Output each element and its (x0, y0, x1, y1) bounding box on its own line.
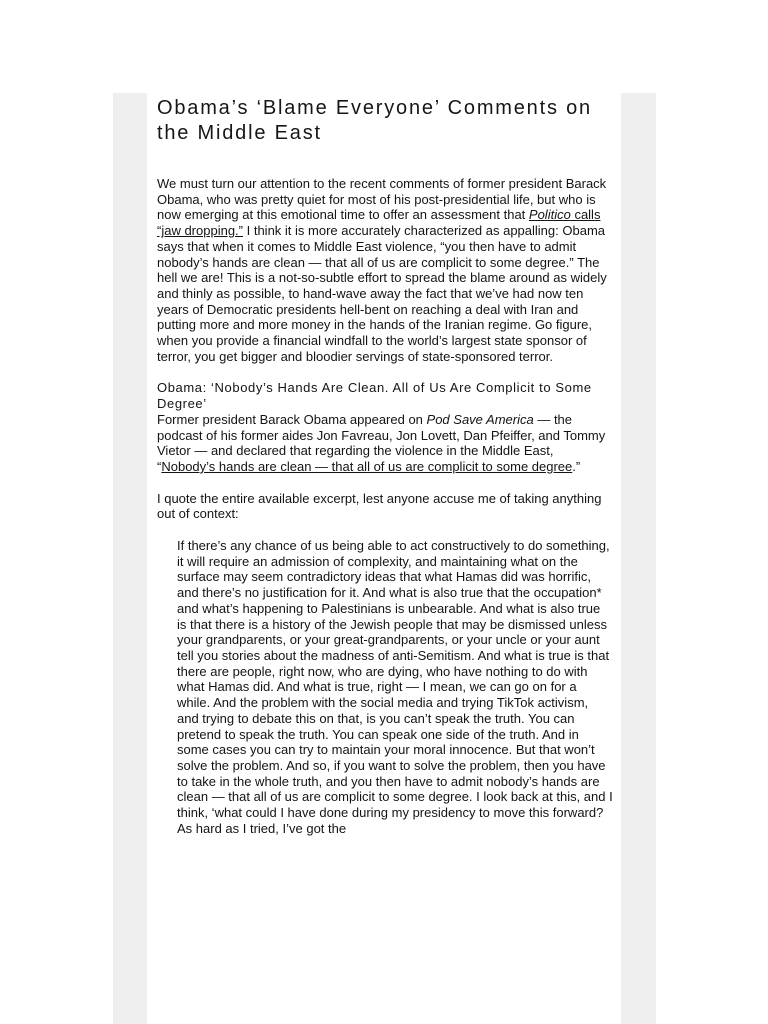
excerpt-blockquote: If there’s any chance of us being able to act constructively to do something, it will require an admission of complexity, and maintaining what on the surface may seem contradictory ideas that what Hamas did was horrific, and there’s no justification for it. And what is also true that the occupation* and what’s happening to Palestinians is unbearable. And what is also true is that there is a history of the Jewish people that may be dismissed unless your grandparents, or your great-grandparents, or your uncle or your aunt tell you stories about the madness of anti-Semitism. And what is true is that there are people, right now, who are dying, who have nothing to do with what Hamas did. And what is true, right — I mean, we can go on for a while. And the problem with the social media and trying TikTok activism, and trying to debate this on that, is you can’t speak the truth. You can pretend to speak the truth. You can speak one side of the truth. And in some cases you can try to maintain your moral innocence. But that won’t solve the problem. And so, if you want to solve the problem, then you have to take in the whole truth, and you then have to admit nobody’s hands are clean — that all of us are complicit to some degree. I look back at this, and I think, ‘what could I have done during my presidency to move this forward? As hard as I tried, I’ve got the (177, 538, 613, 836)
paragraph-2-text-a: Former president Barack Obama appeared on (157, 411, 427, 427)
paragraph-3: I quote the entire available excerpt, lest anyone accuse me of taking anything out of context: (157, 490, 602, 522)
paragraph-2 (157, 412, 613, 475)
paragraph-1 (157, 176, 613, 364)
paragraph-2-text-b: — the podcast of his former aides Jon Favreau, Jon Lovett, Dan Pfeiffer, and Tommy Vietor — and declared that regarding the violence in the Middle East, “ (157, 411, 606, 474)
quote-link[interactable]: Nobody’s hands are clean — that all of us are complicit to some degree (161, 458, 573, 474)
politico-link-italic: Politico (528, 207, 571, 223)
article-title: Obama’s ‘Blame Everyone’ Comments on the Middle East (157, 97, 592, 144)
paragraph-1-text-a: We must turn our attention to the recent comments of former president Barack Obama, who was pretty quiet for most of his post-presidential life, but who is now emerging at this emotional time to offer an assessment that (157, 176, 607, 223)
section-subheading: Obama: ‘Nobody’s Hands Are Clean. All of Us Are Complicit to Some Degree’ (157, 380, 592, 412)
podcast-name: Pod Save America (426, 411, 534, 427)
paragraph-2-text-c: .” (572, 458, 581, 474)
politico-link-text: calls “jaw dropping.” (157, 207, 601, 239)
article-body (147, 93, 613, 836)
paragraph-1-text-b: I think it is more accurately characterized as appalling: Obama says that when it comes to Middle East violence, “you then have to admit nobody’s hands are clean — that all of us are complicit to some degree.” The hell we are! This is a not-so-subtle effort to spread the blame around as widely and thinly as possible, to hand-wave away the fact that we’ve had now ten years of Democratic presidents hell-bent on reaching a deal with Iran and putting more and more money in the hands of the Iranian regime. Go figure, when you provide a financial windfall to the world’s largest state sponsor of terror, you get bigger and bloodier servings of state-sponsored terror. (157, 223, 607, 364)
document-content (147, 93, 621, 1024)
